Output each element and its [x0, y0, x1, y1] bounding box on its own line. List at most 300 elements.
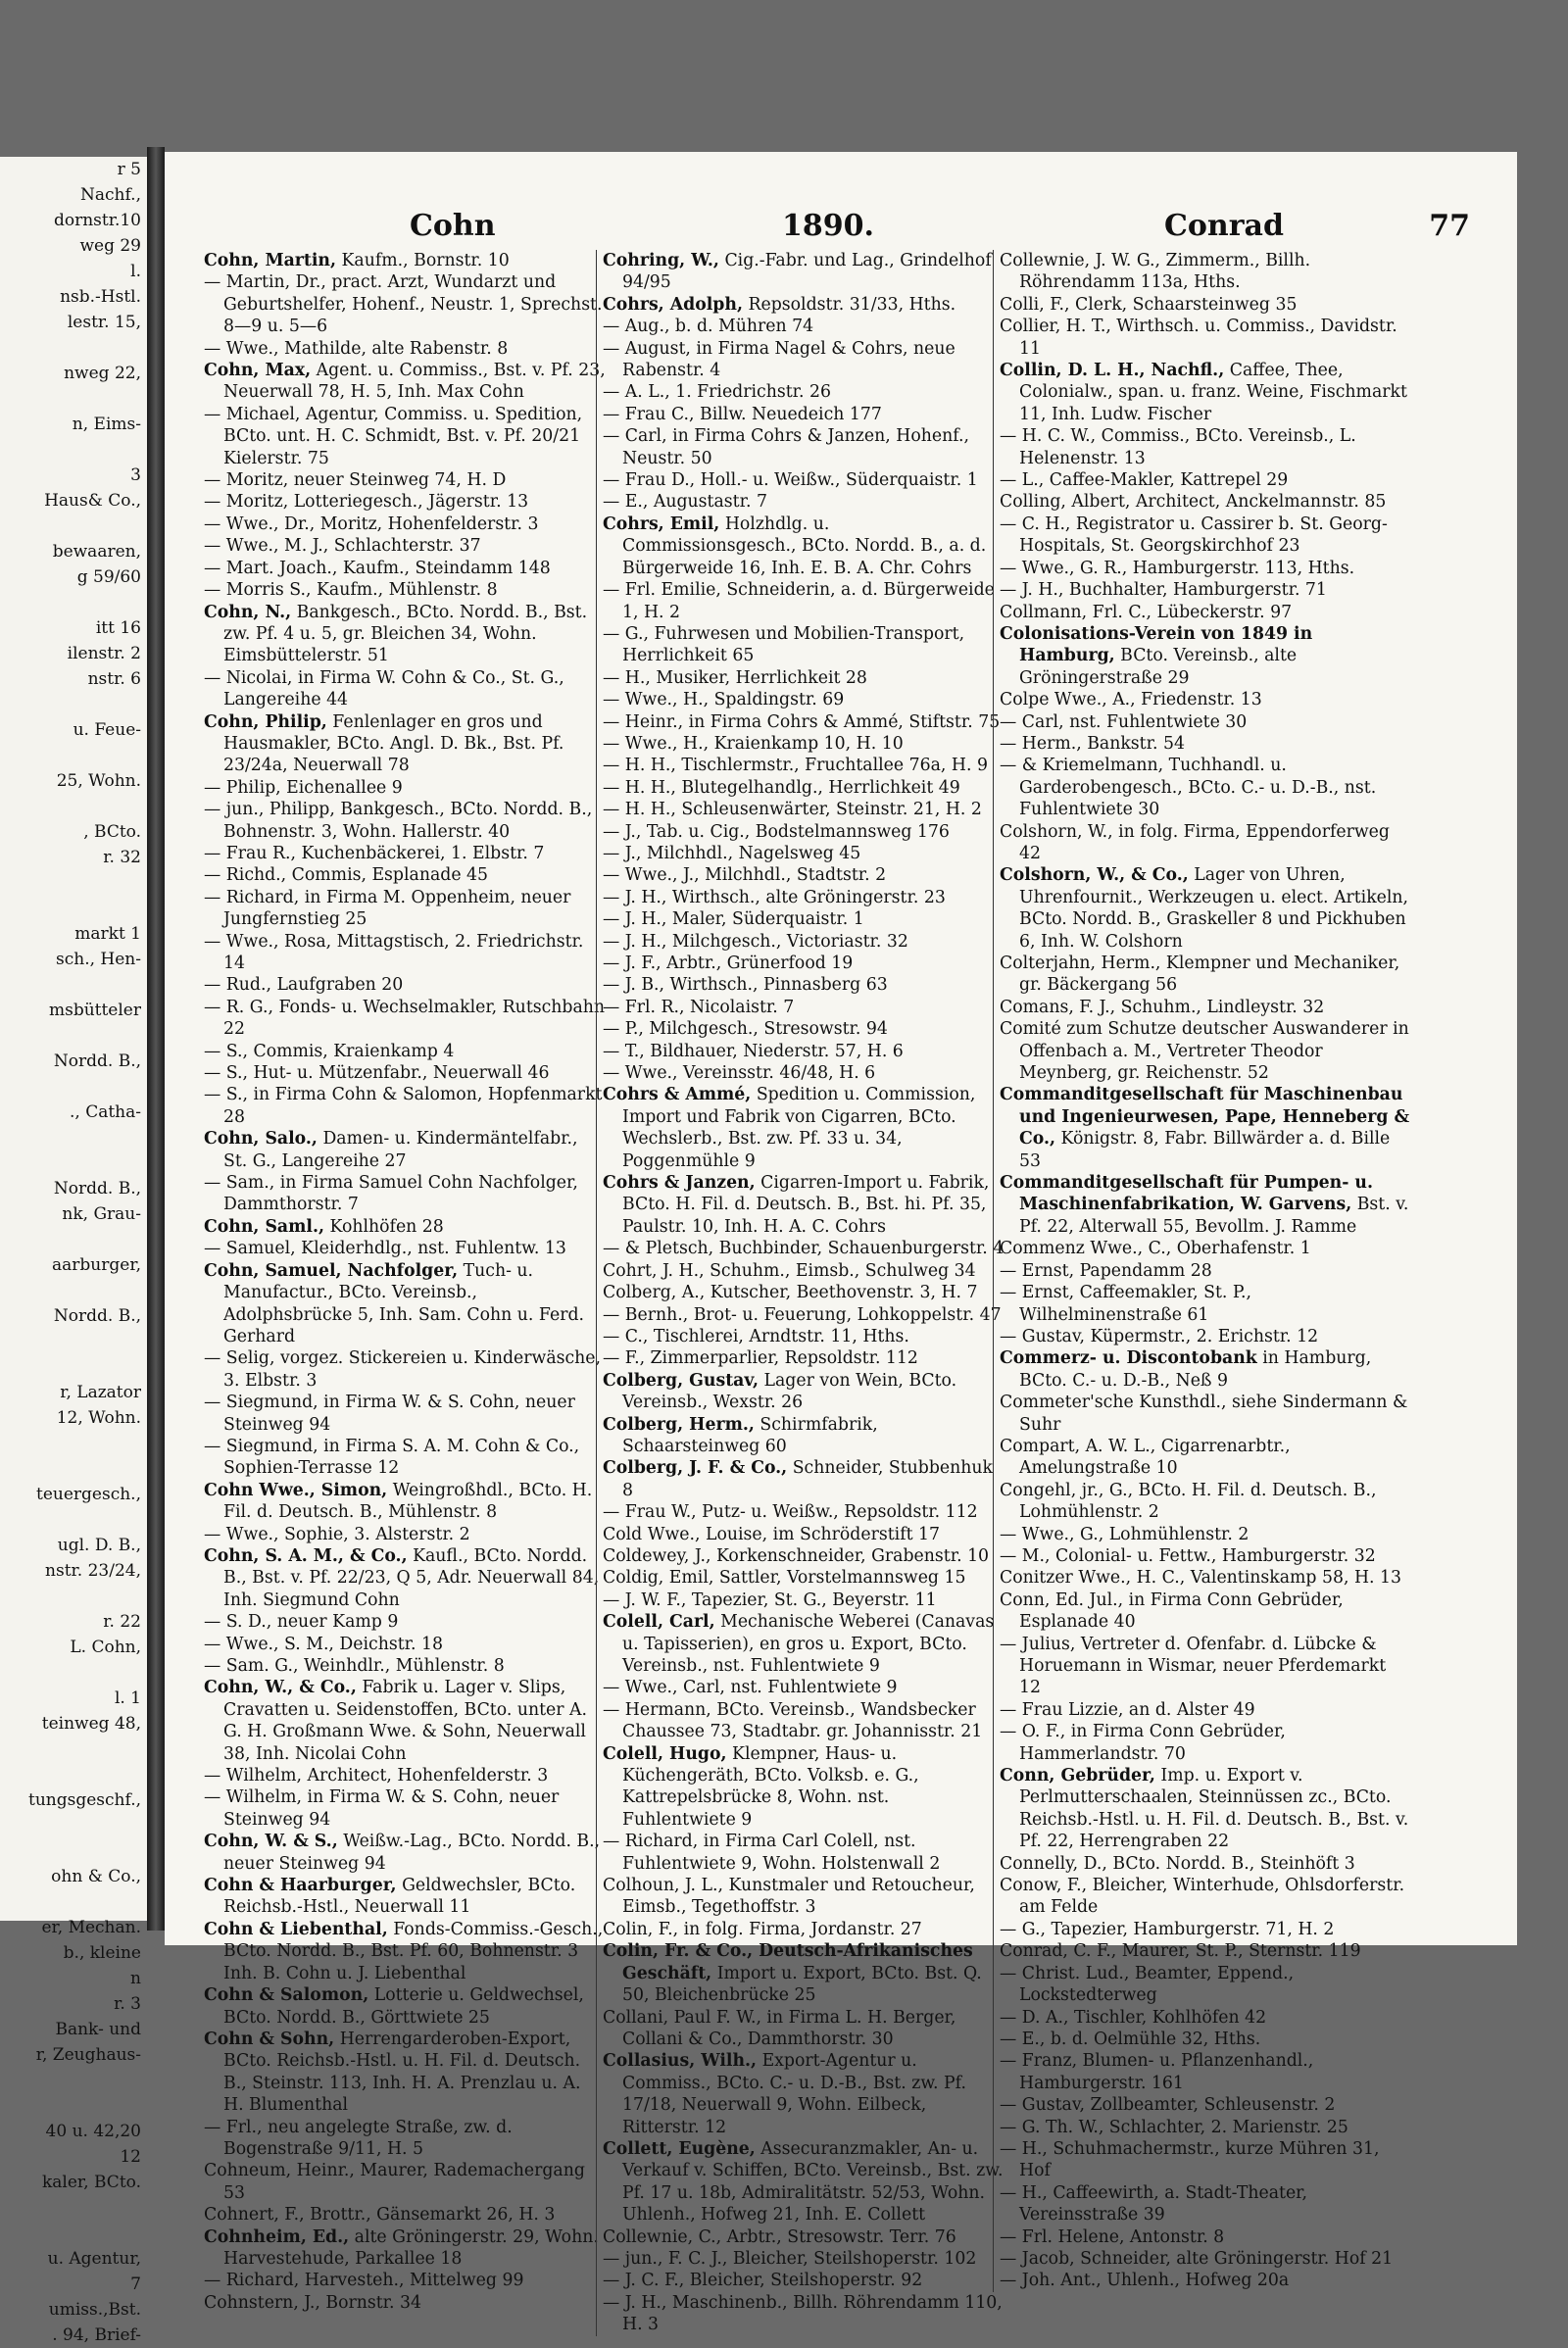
entry-text: — Wwe., Sophie, 3. Alsterstr. 2 [204, 1524, 470, 1544]
entry-text: — Michael, Agentur, Commiss. u. Spedition, BCto. unt. H. C. Schmidt, Bst. v. Pf. 20/21 Kielerstr. 75 [204, 404, 583, 468]
entry-text: — H., Schuhmachermstr., kurze Mühren 31, Hof [1000, 2138, 1380, 2181]
left-fragment-line [0, 1584, 147, 1609]
entry-text: Colhoun, J. L., Kunstmaler und Retoucheur, Eimsb., Tegethoffstr. 3 [603, 1876, 975, 1918]
entry-name: Cohn, Philip, [204, 711, 327, 732]
left-fragment-line: b., kleine [63, 1943, 141, 1963]
entry-text: — J. H., Milchgesch., Victoriastr. 32 [603, 931, 908, 952]
directory-entry [603, 1062, 1004, 1084]
directory-entry [204, 514, 606, 535]
directory-entry [204, 404, 606, 469]
entry-text: Commenz Wwe., C., Oberhafenstr. 1 [1000, 1239, 1311, 1259]
directory-entry [204, 1216, 606, 1238]
directory-entry [1000, 1545, 1411, 1567]
directory-entry [603, 1238, 1004, 1259]
entry-text: — C., Tischlerei, Arndtstr. 11, Hths. [603, 1326, 909, 1346]
directory-entry [603, 1414, 1004, 1458]
entry-text: — H. C. W., Commiss., BCto. Vereinsb., L. Helenenstr. 13 [1000, 426, 1356, 468]
directory-entry [1000, 2138, 1411, 2182]
directory-entry [603, 1919, 1004, 1940]
entry-text: Bankgesch., BCto. Nordd. B., Bst. zw. Pf. 4 u. 5, gr. Bleichen 34, Wohn. Eimsbüttelerstr. 51 [223, 602, 588, 666]
directory-entry [204, 1084, 606, 1128]
left-fragment-line [0, 437, 147, 463]
entry-text: — O. F., in Firma Conn Gebrüder, Hammerlandstr. 70 [1000, 1722, 1286, 1764]
entry-text: — Ernst, Papendamm 28 [1000, 1260, 1212, 1281]
entry-text: Kaufl., BCto. Nordd. B., Bst. v. Pf. 22/23, Q 5, Adr. Neuerwall 84, Inh. Siegmund Cohn [223, 1545, 600, 1610]
directory-entry [1000, 733, 1411, 755]
directory-entry [1000, 1282, 1411, 1326]
left-fragment-line [0, 1125, 147, 1150]
directory-entry [204, 997, 606, 1041]
directory-entry [204, 1260, 606, 1348]
directory-entry [204, 1919, 606, 1984]
directory-entry [603, 2138, 1004, 2226]
directory-entry [1000, 2270, 1411, 2291]
directory-entry [603, 931, 1004, 953]
entry-text: — Nicolai, in Firma W. Cohn & Co., St. G., Langereihe 44 [204, 667, 564, 710]
left-fragment-line [0, 1150, 147, 1176]
directory-entry [603, 1831, 1004, 1875]
entry-text: Schirmfabrik, Schaarsteinweg 60 [622, 1414, 878, 1456]
left-fragment-line: . 94, Brief- [52, 2325, 141, 2345]
entry-name: Colberg, Herm., [603, 1414, 755, 1435]
entry-text: — F., Zimmerparlier, Repsoldstr. 112 [603, 1348, 918, 1369]
entry-text: Repsoldstr. 31/33, Hths. [748, 294, 956, 315]
left-fragment-line: r. 22 [103, 1612, 141, 1632]
left-fragment-line [0, 1354, 147, 1380]
entry-text: Cig.-Fabr. und Lag., Grindelhof 94/95 [622, 251, 992, 293]
entry-name: Colshorn, W., & Co., [1000, 865, 1189, 886]
entry-text: Conn, Ed. Jul., in Firma Conn Gebrüder, Esplanade 40 [1000, 1590, 1344, 1633]
directory-entry [603, 338, 1004, 382]
entry-text: — Frl. Emilie, Schneiderin, a. d. Bürgerweide 1, H. 2 [603, 580, 995, 622]
entry-name: Cohring, W., [603, 251, 719, 270]
entry-text: — Martin, Dr., pract. Arzt, Wundarzt und Geburtshelfer, Hohenf., Neustr. 1, Sprechst. 8—9 u. 5—6 [204, 272, 603, 337]
entry-text: — Ernst, Caffeemakler, St. P., Wilhelminenstraße 61 [1000, 1283, 1251, 1325]
directory-entry [204, 338, 606, 360]
directory-entry [1000, 623, 1411, 689]
entry-text: Colling, Albert, Architect, Anckelmannstr. 85 [1000, 492, 1387, 513]
entry-name: Cohn & Sohn, [204, 2029, 335, 2049]
entry-text: Connelly, D., BCto. Nordd. B., Steinhöft 3 [1000, 1853, 1355, 1874]
left-fragment-line: nsb.-Hstl. [60, 287, 141, 307]
directory-entry [204, 2270, 606, 2291]
directory-entry [603, 1940, 1004, 2006]
directory-entry [603, 864, 1004, 886]
entry-text: — H. H., Schleusenwärter, Steinstr. 21, H. 2 [603, 800, 982, 820]
entry-text: — Hermann, BCto. Vereinsb., Wandsbecker Chaussee 73, Stadtabr. gr. Johannisstr. 21 [603, 1699, 983, 1742]
entry-text: Fabrik u. Lager v. Slips, Cravatten u. Seidenstoffen, BCto. unter A. G. H. Großmann Wwe. & Sohn, Neuerwall 38, Inh. Nicolai Cohn [223, 1678, 587, 1764]
entry-text: — J. F., Arbtr., Grünerfood 19 [603, 954, 854, 973]
left-fragment-line [0, 972, 147, 998]
left-fragment-line: , BCto. [83, 822, 141, 842]
entry-text: Collani, Paul F. W., in Firma L. H. Berger, Collani & Co., Dammthorstr. 30 [603, 2007, 956, 2049]
entry-text: Klempner, Haus- u. Küchengeräth, BCto. Volksb. e. G., Kattrepelsbrücke 8, Wohn. nst. Fuhlentwiete 9 [622, 1743, 919, 1830]
left-fragment-line: teuergesch., [36, 1485, 141, 1504]
left-fragment-line: 12, Wohn. [56, 1408, 141, 1428]
entry-name: Cohn & Salomon, [204, 1985, 369, 2006]
left-fragment-line: dornstr.10 [53, 211, 141, 230]
entry-text: Import u. Export, BCto. Bst. Q. 50, Bleichenbrücke 25 [622, 1963, 982, 2006]
directory-entry [1000, 1436, 1411, 1480]
directory-entry [603, 689, 1004, 710]
left-fragment-line: Bank- und [55, 2020, 141, 2039]
directory-entry [603, 1326, 1004, 1347]
entry-text: — L., Caffee-Makler, Kattrepel 29 [1000, 470, 1289, 491]
directory-entry [1000, 1326, 1411, 1347]
directory-entry [1000, 250, 1411, 294]
entry-text: — C. H., Registrator u. Cassirer b. St. Georg-Hospitals, St. Georgskirchhof 23 [1000, 514, 1388, 557]
entry-text: — Richard, in Firma M. Oppenheim, neuer Jungfernstieg 25 [204, 887, 571, 930]
left-fragment-line [0, 2093, 147, 2119]
left-fragment-line: ohn & Co., [51, 1867, 141, 1886]
left-fragment-line [0, 1737, 147, 1762]
directory-entry [603, 1172, 1004, 1238]
directory-entry [603, 250, 1004, 294]
directory-entry [204, 1172, 606, 1216]
entry-text: — Wwe., H., Kraienkamp 10, H. 10 [603, 733, 904, 754]
entry-text: — H. H., Blutegelhandlg., Herrlichkeit 49 [603, 777, 960, 798]
entry-text: — J. H., Maler, Süderquaistr. 1 [603, 909, 864, 930]
entry-text: — Frau Lizzie, an d. Alster 49 [1000, 1699, 1255, 1720]
entry-text: Collewnie, C., Arbtr., Stresowstr. Terr. 76 [603, 2226, 956, 2247]
directory-entry [204, 1062, 606, 1084]
entry-text: Comité zum Schutze deutscher Auswanderer in Offenbach a. M., Vertreter Theodor Meynberg, gr. Reichenstr. 52 [1000, 1019, 1409, 1084]
entry-name: Colberg, Gustav, [603, 1370, 760, 1391]
entry-text: Herrengarderoben-Export, BCto. Reichsb.-Hstl. u. H. Fil. d. Deutsch. B., Steinstr. 113, Inh. H. A. Prenzlau u. A. H. Blumenthal [223, 2029, 581, 2116]
entry-text: Caffee, Thee, Colonialw., span. u. franz. Weine, Fischmarkt 11, Inh. Ludw. Fischer [1019, 361, 1407, 424]
directory-entry [204, 1677, 606, 1765]
entry-text: Conrad, C. F., Maurer, St. P., Sternstr. 119 [1000, 1941, 1361, 1962]
directory-entry [204, 2226, 606, 2271]
entry-text: — Frl. Helene, Antonstr. 8 [1000, 2226, 1225, 2247]
directory-page [165, 152, 1517, 2335]
left-fragment-line [0, 590, 147, 615]
left-fragment-line: Nachf., [80, 185, 141, 205]
left-fragment-line [0, 1889, 147, 1915]
entry-text: Colshorn, W., in folg. Firma, Eppendorferweg 42 [1000, 821, 1390, 863]
entry-name: Cohn, Salo., [204, 1129, 318, 1150]
directory-entry [603, 316, 1004, 337]
header-right-keyword: Conrad [1164, 209, 1284, 243]
directory-entry [204, 2117, 606, 2161]
entry-text: — Carl, nst. Fuhlentwiete 30 [1000, 711, 1248, 732]
entry-text: Assecuranzmakler, An- u. Verkauf v. Schiffen, BCto. Vereinsb., Bst. zw. Pf. 17 u. 18b, Admiralitätstr. 52/53, Wohn. Uhlenh., Hofweg 21, Inh. E. Collett [622, 2138, 1004, 2226]
entry-text: — Wwe., Carl, nst. Fuhlentwiete 9 [603, 1678, 898, 1698]
directory-entry [204, 843, 606, 864]
entry-text: — M., Colonial- u. Fettw., Hamburgerstr. 32 [1000, 1545, 1376, 1566]
directory-entry [603, 1282, 1004, 1303]
entry-text: Holzhdlg. u. Commissionsgesch., BCto. Nordd. B., a. d. Bürgerweide 16, Inh. E. B. A. Chr. Cohrs [622, 514, 987, 578]
entry-text: Lotterie u. Geldwechsel, BCto. Nordd. B., Görttwiete 25 [223, 1985, 584, 2028]
entry-text: Cohnert, F., Brottr., Gänsemarkt 26, H. 3 [204, 2205, 556, 2226]
entry-text: — Frl. R., Nicolaistr. 7 [603, 997, 795, 1017]
entry-text: — Frau D., Holl.- u. Weißw., Süderquaistr. 1 [603, 470, 978, 491]
directory-entry [603, 469, 1004, 491]
entry-text: — Wwe., Vereinsstr. 46/48, H. 6 [603, 1063, 876, 1084]
entry-text: — jun., F. C. J., Bleicher, Steilshoperstr. 102 [603, 2248, 977, 2269]
directory-entry [1000, 2226, 1411, 2248]
directory-entry [1000, 2182, 1411, 2226]
entry-name: Cohn & Liebenthal, [204, 1919, 388, 1939]
directory-entry [603, 997, 1004, 1018]
entry-text: — Bernh., Brot- u. Feuerung, Lohkoppelstr. 47 [603, 1304, 1002, 1325]
left-fragment-line: l. [130, 262, 141, 281]
header-year: 1890. [782, 209, 874, 243]
left-fragment-line [0, 870, 147, 896]
directory-entry [1000, 1765, 1411, 1853]
header-left-keyword: Cohn [410, 209, 496, 243]
directory-entry [603, 1018, 1004, 1040]
directory-entry [603, 404, 1004, 425]
left-fragment-line: r. 32 [103, 848, 141, 867]
entry-text: Coldewey, J., Korkenschneider, Grabenstr. 10 [603, 1545, 990, 1566]
directory-entry [1000, 1084, 1411, 1172]
directory-entry [603, 381, 1004, 403]
entry-text: Colpe Wwe., A., Friedenstr. 13 [1000, 690, 1262, 710]
entry-text: Kohlhöfen 28 [329, 1216, 444, 1237]
directory-entry [603, 1545, 1004, 1567]
entry-name: Colell, Carl, [603, 1612, 715, 1633]
directory-entry [1000, 864, 1411, 953]
directory-entry [1000, 316, 1411, 360]
entry-text: — H. H., Tischlermstr., Fruchtallee 76a, H. 9 [603, 756, 988, 776]
entry-text: — Carl, in Firma Cohrs & Janzen, Hohenf., Neustr. 50 [603, 426, 969, 468]
directory-entry [603, 1567, 1004, 1589]
directory-entry [1000, 1524, 1411, 1545]
directory-entry [1000, 579, 1411, 601]
left-fragment-line [0, 1329, 147, 1354]
directory-entry [204, 491, 606, 513]
directory-entry [204, 1831, 606, 1875]
directory-entry [1000, 2117, 1411, 2138]
directory-entry [204, 667, 606, 711]
directory-entry [204, 1545, 606, 1611]
entry-text: — Mart. Joach., Kaufm., Steindamm 148 [204, 558, 551, 578]
directory-entry [204, 535, 606, 557]
directory-entry [204, 360, 606, 404]
entry-name: Collett, Eugène, [603, 2138, 756, 2159]
entry-text: — Julius, Vertreter d. Ofenfabr. d. Lübcke & Horuemann in Wismar, neuer Pferdemarkt 12 [1000, 1634, 1387, 1698]
left-fragment-line [0, 1227, 147, 1252]
directory-entry [1000, 1018, 1411, 1084]
entry-text: — T., Bildhauer, Niederstr. 57, H. 6 [603, 1041, 904, 1061]
left-fragment-line: 12 [120, 2147, 141, 2167]
entry-text: Geldwechsler, BCto. Reichsb.-Hstl., Neuerwall 11 [223, 1876, 576, 1918]
directory-entry [204, 799, 606, 843]
entry-text: — Christ. Lud., Beamter, Eppend., Lockstedterweg [1000, 1963, 1295, 2006]
directory-entry [1000, 1940, 1411, 1962]
directory-entry [1000, 558, 1411, 579]
entry-text: Schneider, Stubbenhuk 8 [622, 1458, 993, 1500]
entry-text: Cohnstern, J., Bornstr. 34 [204, 2292, 422, 2313]
left-fragment-line: ., Catha- [69, 1102, 141, 1122]
directory-entry [1000, 1480, 1411, 1524]
entry-text: — J., Tab. u. Cig., Bodstelmannsweg 176 [603, 821, 950, 842]
page-header [194, 209, 1488, 248]
directory-entry [204, 1765, 606, 1786]
entry-name: Cohn, Samuel, Nachfolger, [204, 1260, 459, 1281]
directory-entry [1000, 1172, 1411, 1238]
entry-text: — Wilhelm, in Firma W. & S. Cohn, neuer Steinweg 94 [204, 1787, 560, 1830]
left-fragment-line [0, 2221, 147, 2246]
directory-entry [603, 2050, 1004, 2138]
directory-entry [603, 843, 1004, 864]
entry-text: — A. L., 1. Friedrichstr. 26 [603, 382, 831, 403]
entry-name: Commerz- u. Discontobank [1000, 1348, 1257, 1369]
page-number: 77 [1429, 209, 1470, 243]
directory-entry [603, 887, 1004, 908]
entry-text: Comans, F. J., Schuhm., Lindleystr. 32 [1000, 997, 1325, 1017]
entry-text: — Aug., b. d. Mühren 74 [603, 317, 814, 337]
entry-text: — Richd., Commis, Esplanade 45 [204, 865, 489, 886]
entry-text: — Wwe., Dr., Moritz, Hohenfelderstr. 3 [204, 514, 539, 534]
left-fragment-line: r. 3 [114, 1994, 141, 2014]
left-fragment-line: ilenstr. 2 [67, 644, 141, 663]
left-fragment-line: n [130, 1969, 141, 1988]
directory-entry [603, 974, 1004, 996]
directory-entry [603, 1457, 1004, 1501]
directory-entry [204, 864, 606, 886]
entry-text: Commeter'sche Kunsthdl., siehe Sindermann & Suhr [1000, 1393, 1408, 1435]
entry-text: Colberg, A., Kutscher, Beethovenstr. 3, H. 7 [603, 1283, 978, 1303]
entry-name: Conn, Gebrüder, [1000, 1766, 1155, 1786]
directory-entry [1000, 1853, 1411, 1875]
directory-entry [603, 733, 1004, 755]
entry-text: — Wwe., Mathilde, alte Rabenstr. 8 [204, 338, 509, 359]
entry-text: — J. B., Wirthsch., Pinnasberg 63 [603, 975, 888, 996]
directory-entry [603, 579, 1004, 623]
directory-entry [204, 271, 606, 337]
entry-text: Export-Agentur u. Commiss., BCto. C.- u. D.-B., Bst. zw. Pf. 17/18, Neuerwall 9, Wohn. Eilbeck, Ritterstr. 12 [622, 2051, 966, 2137]
entry-text: — P., Milchgesch., Stresowstr. 94 [603, 1019, 888, 1040]
left-fragment-line [0, 514, 147, 539]
directory-entry [204, 250, 606, 271]
left-fragment-line [0, 386, 147, 412]
entry-text: — Frau R., Kuchenbäckerei, 1. Elbstr. 7 [204, 843, 545, 863]
directory-entry [603, 2292, 1004, 2336]
entry-text: Lager von Uhren, Uhrenfournit., Werkzeugen u. elect. Artikeln, BCto. Nordd. B., Graskeller 8 und Pickhuben 6, Inh. W. Colshorn [1019, 865, 1409, 952]
entry-text: — Frau W., Putz- u. Weißw., Repsoldstr. 112 [603, 1502, 978, 1523]
left-fragment-line: ugl. D. B., [57, 1536, 141, 1555]
left-fragment-line: Nordd. B., [53, 1179, 141, 1198]
entry-name: Cohn, N., [204, 602, 292, 622]
column-1 [204, 250, 606, 2314]
directory-entry [603, 1084, 1004, 1172]
entry-text: Damen- u. Kindermäntelfabr., St. G., Langereihe 27 [223, 1129, 578, 1171]
entry-text: — J. H., Wirthsch., alte Gröningerstr. 23 [603, 887, 946, 907]
entry-text: — J. H., Buchhalter, Hamburgerstr. 71 [1000, 580, 1327, 601]
directory-entry [204, 1480, 606, 1524]
entry-text: — Moritz, Lotteriegesch., Jägerstr. 13 [204, 492, 529, 513]
directory-entry [1000, 491, 1411, 513]
left-fragment-line: l. 1 [114, 1688, 141, 1708]
directory-entry [1000, 602, 1411, 623]
entry-text: BCto. Vereinsb., alte Gröningerstraße 29 [1019, 646, 1298, 688]
directory-entry [603, 1590, 1004, 1611]
entry-name: Cohn, Max, [204, 361, 312, 381]
left-fragment-line: bewaaren, [52, 542, 141, 562]
entry-text: Compart, A. W. L., Cigarrenarbtr., Amelungstraße 10 [1000, 1436, 1291, 1479]
left-fragment-line: 7 [130, 2275, 141, 2294]
directory-entry [603, 1699, 1004, 1743]
entry-text: — S., in Firma Cohn & Salomon, Hopfenmarkt 28 [204, 1085, 603, 1127]
directory-entry [1000, 711, 1411, 733]
entry-text: — Frl., neu angelegte Straße, zw. d. Bogenstraße 9/11, H. 5 [204, 2117, 513, 2159]
directory-entry [603, 425, 1004, 469]
entry-text: — Sam. G., Weinhdlr., Mühlenstr. 8 [204, 1656, 505, 1676]
entry-text: Cohneum, Heinr., Maurer, Rademachergang 53 [204, 2161, 585, 2203]
directory-entry [204, 1347, 606, 1392]
entry-text: Conitzer Wwe., H. C., Valentinskamp 58, H. 13 [1000, 1568, 1402, 1589]
directory-entry [204, 602, 606, 667]
entry-text: — Moritz, neuer Steinweg 74, H. D [204, 470, 507, 491]
entry-text: Weißw.-Lag., BCto. Nordd. B., neuer Steinweg 94 [223, 1832, 601, 1874]
entry-text: — Siegmund, in Firma W. & S. Cohn, neuer Steinweg 94 [204, 1393, 575, 1435]
directory-entry [1000, 1634, 1411, 1699]
directory-entry [204, 1041, 606, 1062]
left-fragment-line [0, 1456, 147, 1482]
entry-name: Cohn & Haarburger, [204, 1876, 397, 1896]
column-3 [993, 250, 1411, 2292]
left-fragment-line: Nordd. B., [53, 1052, 141, 1071]
directory-entry [1000, 755, 1411, 820]
left-fragment-line: g 59/60 [76, 567, 141, 587]
left-fragment-line: umiss.,Bst. [48, 2300, 141, 2320]
directory-entry [603, 2007, 1004, 2051]
left-fragment-line [0, 1431, 147, 1456]
left-fragment-line: Haus& Co., [44, 491, 141, 511]
directory-entry [603, 1370, 1004, 1414]
entry-text: Fonds-Commiss.-Gesch., BCto. Nordd. B., Bst. Pf. 60, Bohnenstr. 3 Inh. B. Cohn u. J. Liebenthal [223, 1919, 604, 1983]
entry-name: Cohn, W. & S., [204, 1832, 338, 1852]
entry-text: — Frau C., Billw. Neuedeich 177 [603, 404, 882, 424]
directory-entry [603, 1260, 1004, 1282]
left-fragment-line: n, Eims- [72, 415, 141, 434]
entry-text: — Herm., Bankstr. 54 [1000, 733, 1185, 754]
left-fragment-line [0, 1278, 147, 1303]
directory-entry [603, 755, 1004, 776]
left-fragment-line [0, 1838, 147, 1864]
directory-entry [603, 1677, 1004, 1698]
directory-entry [1000, 1347, 1411, 1392]
left-fragment-line: sch., Hen- [56, 950, 141, 969]
entry-text: — H., Musiker, Herrlichkeit 28 [603, 667, 867, 688]
entry-name: Collasius, Wilh., [603, 2051, 758, 2072]
entry-text: Cigarren-Import u. Fabrik, BCto. H. Fil. d. Deutsch. B., Bst. hi. Pf. 35, Paulstr. 10, Inh. H. A. C. Cohrs [622, 1173, 990, 1237]
directory-entry [603, 2248, 1004, 2270]
directory-entry [603, 2226, 1004, 2248]
directory-entry [1000, 689, 1411, 710]
entry-text: — S. D., neuer Kamp 9 [204, 1612, 399, 1633]
entry-text: — E., Augustastr. 7 [603, 492, 767, 513]
entry-text: — Rud., Laufgraben 20 [204, 975, 404, 996]
entry-text: — Wilhelm, Architect, Hohenfelderstr. 3 [204, 1766, 549, 1786]
left-fragment-line: nstr. 23/24, [45, 1561, 141, 1581]
entry-name: Colonisations-Verein von 1849 in Hamburg, [1000, 623, 1313, 666]
directory-entry [1000, 2029, 1411, 2050]
directory-entry [204, 887, 606, 931]
entry-text: Kaufm., Bornstr. 10 [341, 251, 510, 270]
left-fragment-line: 3 [130, 465, 141, 485]
entry-text: — G., Fuhrwesen und Mobilien-Transport, Herrlichkeit 65 [603, 623, 965, 666]
entry-text: — & Pletsch, Buchbinder, Schauenburgerstr. 4 [603, 1239, 1004, 1259]
entry-name: Cohn, S. A. M., & Co., [204, 1545, 408, 1566]
entry-name: Cohrs, Adolph, [603, 294, 743, 315]
directory-entry [204, 1128, 606, 1172]
directory-entry [1000, 1721, 1411, 1765]
entry-name: Colin, Fr. & Co., Deutsch-Afrikanisches Geschäft, [603, 1941, 973, 1983]
entry-text: Coldig, Emil, Sattler, Vorstelmannsweg 15 [603, 1568, 966, 1589]
